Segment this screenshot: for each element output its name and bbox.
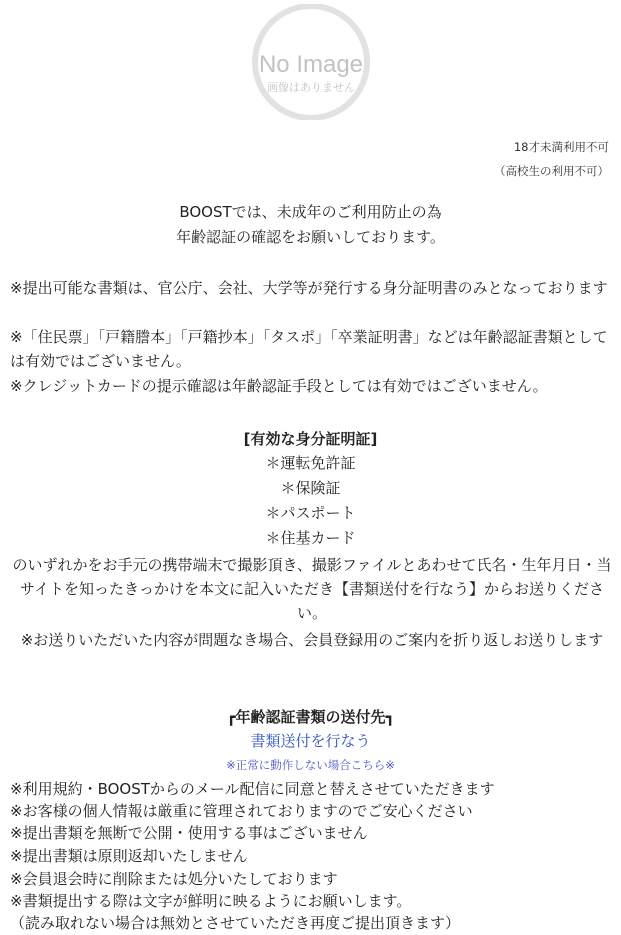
age-restriction-subnote: （高校生の利用不可） (494, 164, 609, 178)
reply-notice: ※お送りいただいた内容が問題なき場合、会員登録用のご案内を折り返しお送りします (20, 631, 604, 649)
rule-item: ※お客様の個人情報は厳重に管理されておりますのでご安心ください (10, 802, 473, 820)
note-invalid-documents: ※「住民票」「戸籍謄本」「戸籍抄本」「タスポ」「卒業証明書」などは年齢認証書類としては有効ではございません。 (10, 328, 608, 370)
rule-item: ※書類提出する際は文字が鮮明に映るようにお願いします。 (10, 892, 412, 910)
rule-item: ※会員退会時に削除または処分いたしております (10, 870, 338, 888)
note-credit-card: ※クレジットカードの提示確認は年齢認証手段としては有効ではございません。 (10, 377, 548, 395)
no-image-icon (243, 4, 379, 120)
intro-line-1: BOOSTでは、未成年のご利用防止の為 (179, 203, 442, 221)
no-image-subtitle: 画像はありません (267, 81, 355, 94)
rule-item: ※利用規約・BOOSTからのメール配信に同意と替えさせていただきます (10, 780, 495, 798)
intro-line-2: 年齢認証の確認をお願いしております。 (176, 228, 445, 246)
send-documents-link[interactable]: 書類送付を行なう (250, 732, 371, 750)
rule-item: ※提出書類は原則返却いたしません (10, 847, 248, 865)
valid-ids-heading: [有効な身分証明証] (243, 430, 378, 448)
fallback-link[interactable]: ※正常に動作しない場合こちら※ (226, 758, 395, 772)
no-image-title: No Image (258, 51, 364, 78)
note-accepted-documents: ※提出可能な書類は、官公庁、会社、大学等が発行する身分証明書のみとなっております (10, 279, 608, 297)
destination-heading: ┏年齢認証書類の送付先┓ (226, 708, 395, 726)
valid-id-item: ＊住基カード (265, 529, 356, 547)
submission-instructions: のいずれかをお手元の携帯端末で撮影頂き、撮影ファイルとあわせて氏名・生年月日・当サイトを知ったきっかけを本文に記入いただき【書類送付を行なう】からお送りください。 (12, 556, 612, 622)
no-image-placeholder (243, 4, 379, 120)
valid-id-item: ＊パスポート (265, 504, 356, 522)
valid-id-item: ＊運転免許証 (265, 454, 356, 472)
valid-id-item: ＊保険証 (280, 479, 341, 497)
age-restriction-notice: 18才未満利用不可 (513, 140, 609, 154)
rule-item: （読み取れない場合は無効とさせていただき再度ご提出頂きます） (10, 914, 461, 932)
rule-item: ※提出書類を無断で公開・使用する事はございません (10, 824, 368, 842)
